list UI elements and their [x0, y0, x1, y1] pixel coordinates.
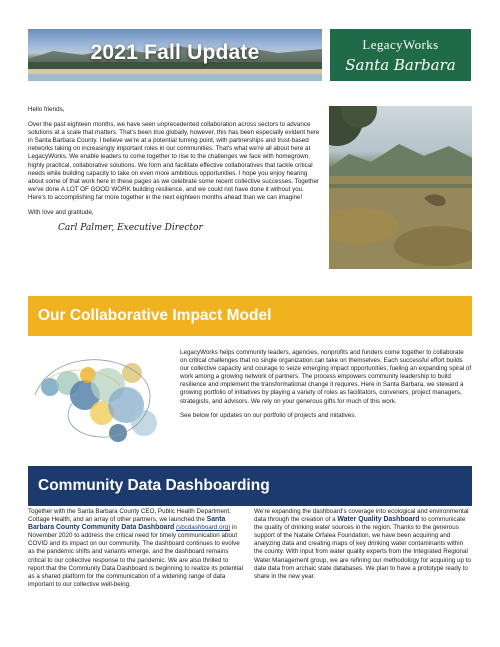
letter-greeting: Hello friends,	[28, 106, 65, 113]
section-banner-impact: Our Collaborative Impact Model	[28, 296, 472, 336]
dashboard-left-body: in November 2020 to address the critical need for timely communication about COVID and its impact on our community. The dashboard continues to evolve as the pandemic shifts and variants emerge, and the dashboard remains critical to our collective response to the pandemic. We are also thrilled to report that the Community Data Dashboard is beginning to realize its potential as a shared platform for the communication of a widening range of data important to our collective well-being.	[28, 524, 244, 588]
header-hero-image	[28, 29, 322, 81]
dashboard-left-intro: Together with the Santa Barbara County CEO, Public Health Department, Cottage Health, and an array of other partners, we launched the	[28, 508, 231, 524]
section-banner-dashboard: Community Data Dashboarding	[28, 466, 472, 506]
dashboard-right-column	[254, 508, 472, 581]
landscape-photo	[329, 106, 472, 269]
dashboard-left-column	[28, 508, 244, 589]
dashboard-right-intro: We're expanding the dashboard's coverage into ecological and environmental data through the creation of a	[254, 508, 469, 524]
dashboard-name-highlight: Santa Barbara County Community Data Dashboard	[28, 516, 226, 532]
director-letter	[28, 106, 320, 232]
signature: Carl Palmer, Executive Director	[58, 223, 203, 234]
legacyworks-logo	[330, 29, 471, 81]
logo-wordmark: LegacyWorks	[362, 37, 439, 52]
sbcdashboard-link[interactable]: (sbcdashboard.org)	[176, 524, 231, 532]
landscape-illustration	[329, 106, 472, 269]
impact-note: See below for updates on our portfolio of projects and initatives.	[180, 411, 357, 419]
impact-spiral-graphic	[30, 345, 168, 447]
impact-text	[180, 349, 472, 426]
page-title: 2021 Fall Update	[90, 41, 260, 64]
logo-location: Santa Barbara	[345, 56, 456, 74]
water-quality-dashboard-highlight: Water Quality Dashboard	[337, 516, 420, 524]
impact-paragraph: LegacyWorks helps community leaders, agencies, nonprofits and funders come together to collaborate on critical challenges that no single organization can take on themselves. Each successful effort builds our collective capacity and courage to seize emerging impact opportunities, fueling an expanding spiral of work among a growing network of partners. The process empowers community leadership to build resilience and implement the transformational change it requires. Here in Santa Barbara, we steward a growing portfolio of initiatives by playing a variety of roles as facilitators, conveners, project managers, strategists, and advisors. We rely on your generous gifts for much of this work.	[180, 349, 472, 405]
dashboard-right-body: to communicate the quality of drinking water sources in the region. Thanks to the generous support of the Natalie Orfalea Foundation, we have been acquiring and analyzing data and creating maps of key drinking water contaminants within the county. With input from water quality experts from the Integrated Regional Water Management group, we are refining our methodology for acquiring up to date data from archaic state databases. We plan to have a prototype ready to share in the new year.	[254, 516, 471, 580]
letter-closing: With love and gratitude,	[28, 209, 94, 217]
letter-body: Over the past eighteen months, we have seen unprecedented collaboration across sectors to advance solutions at a scale that matters. That's been true globally, however, this has been especially evident here in Santa Barbara County. I believe we're at a potential turning point, with partnerships and trust-based networks taking on increasingly important roles in our communities. That's what we're all about here at LegacyWorks. We enable leaders to come together to rise to the challenges we face with homegrown, highly practical, collaborative solutions. We form and facilitate effective collaboratives that tackle critical needs while building capacity to take on even more ambitious opportunities. I hope you enjoy hearing about some of that work here in these pages as we celebrate some recent collective successes. Together we've done A LOT OF GOOD WORK building resilience, and we could not have done it without you. Here's to accomplishing far more together in the next eighteen months ahead than we can imagine!	[28, 121, 320, 201]
